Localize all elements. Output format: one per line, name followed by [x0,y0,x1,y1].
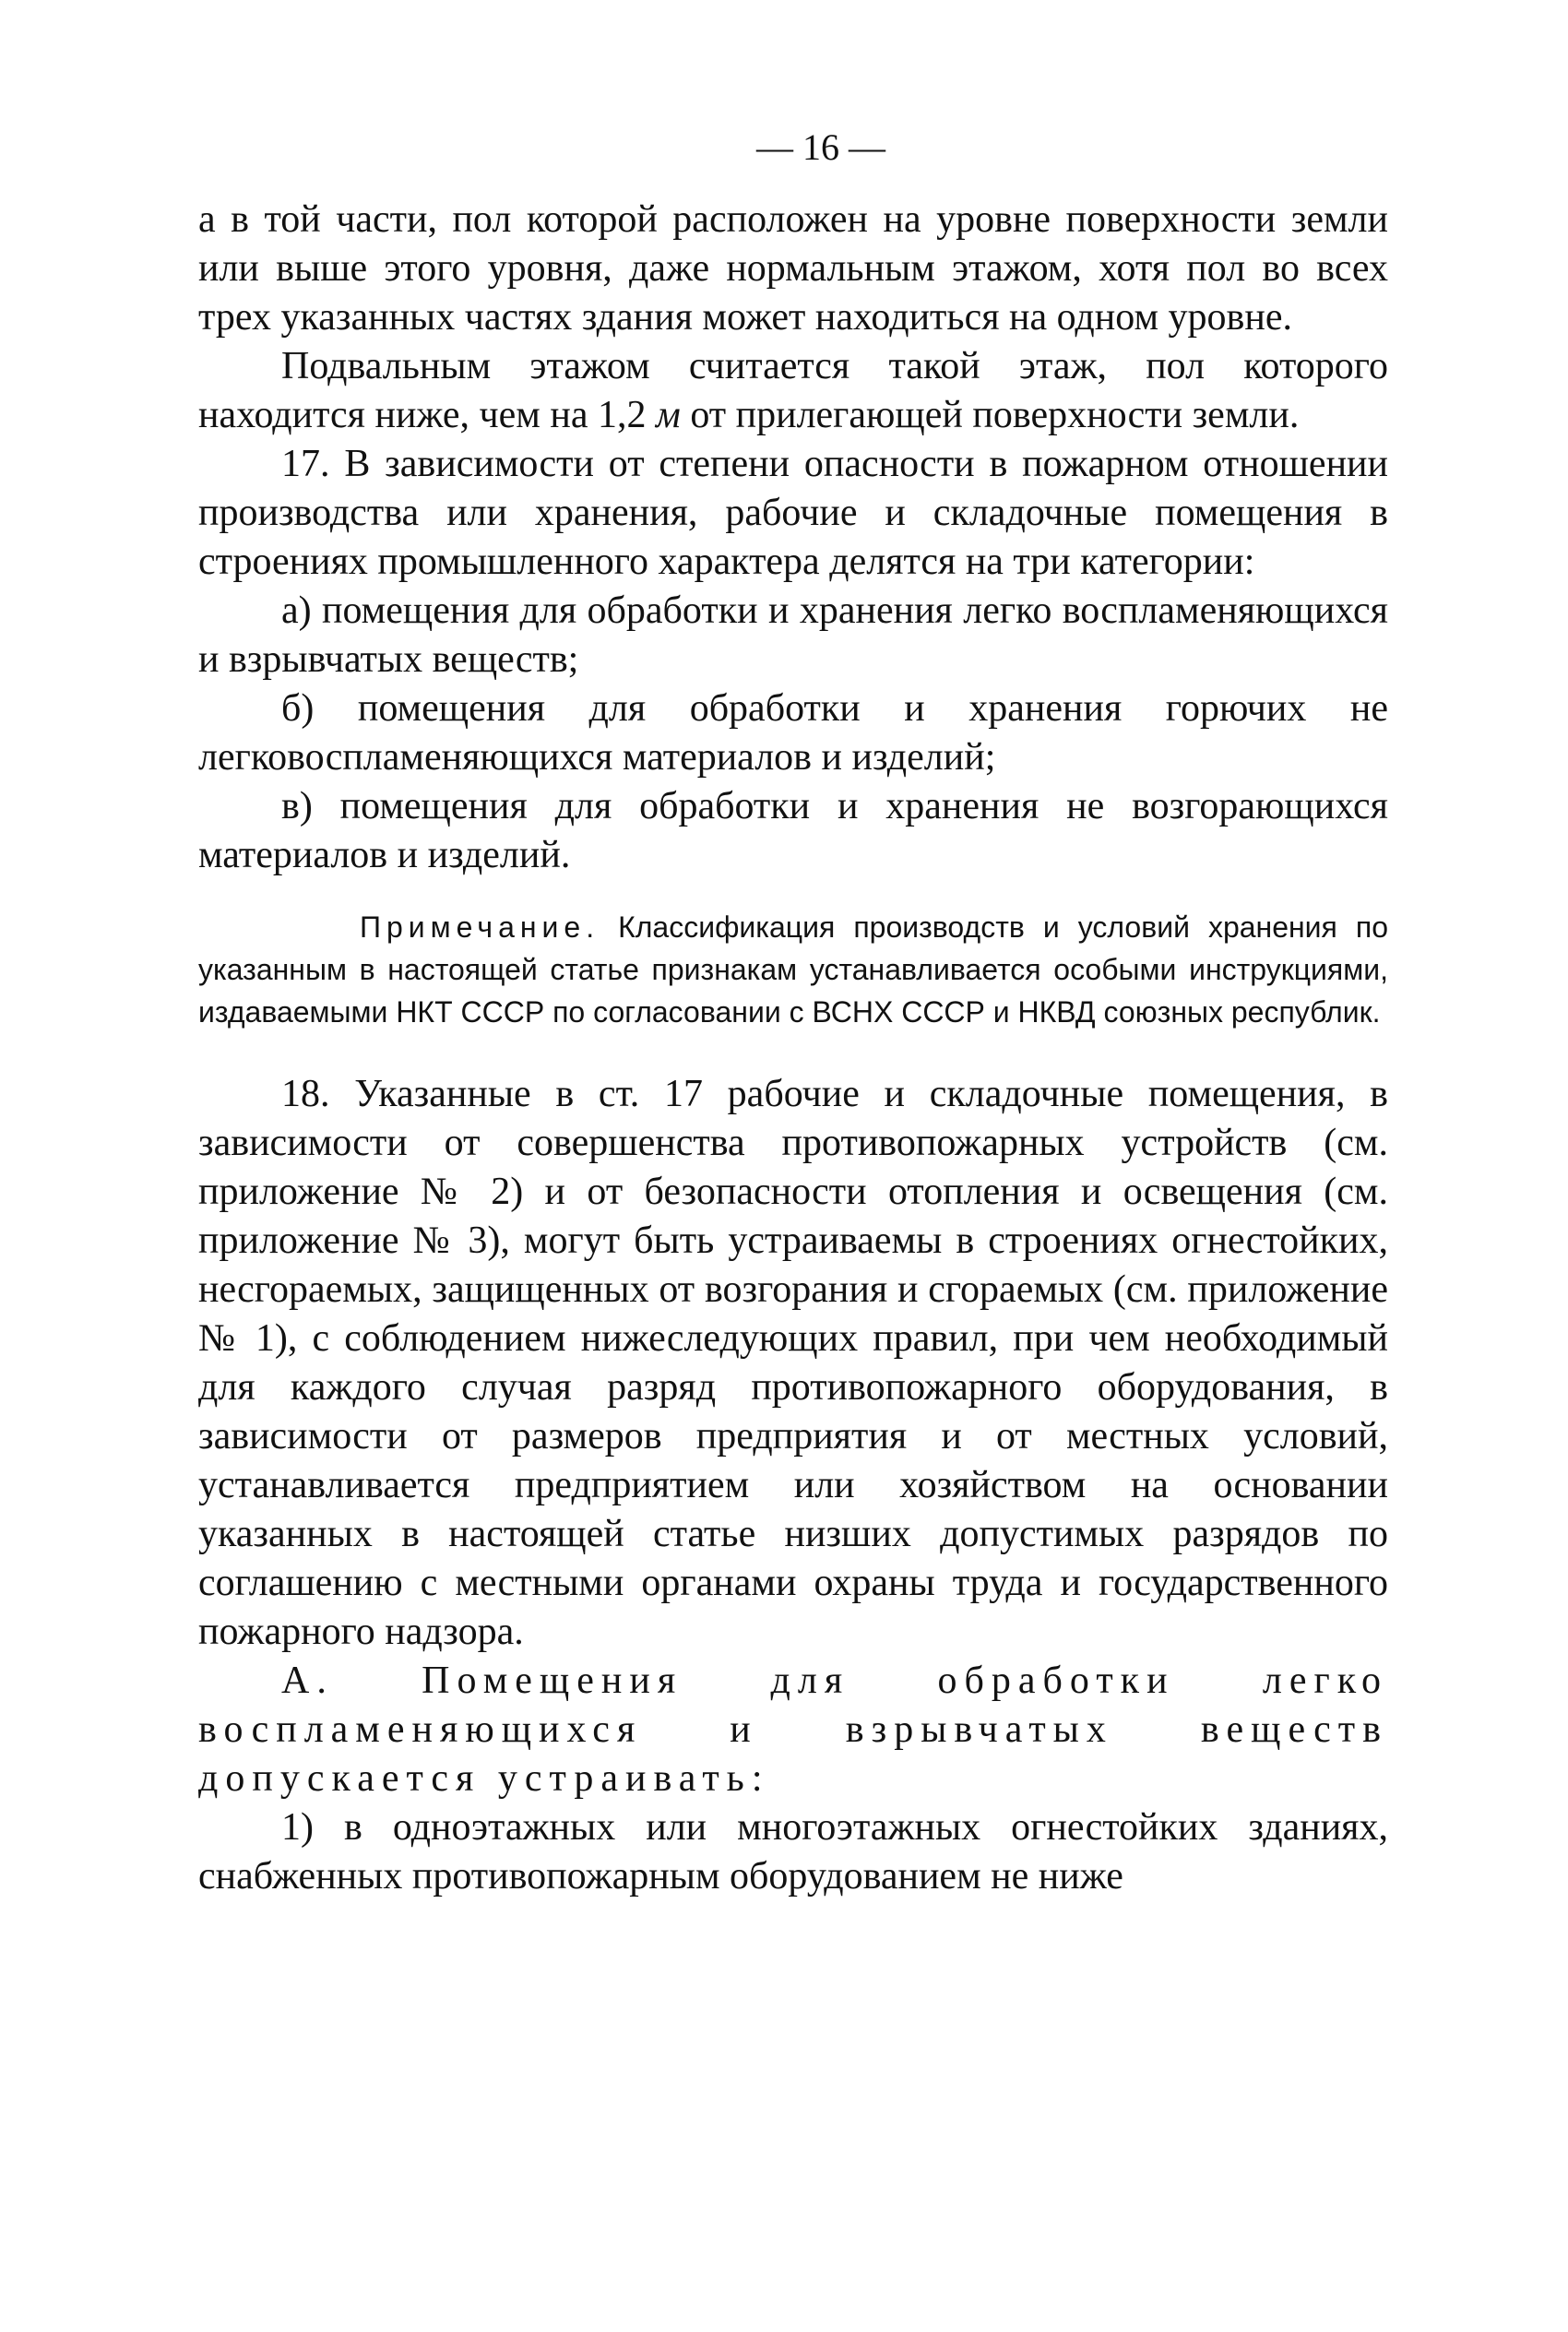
section-a-item-1: 1) в одноэтажных или многоэтажных огнестойких зданиях, снабженных противопожарным оборудованием не ниже [198,1806,1388,1898]
unit-meter: м [656,394,681,436]
category-a: а) помещения для обработки и хранения легко воспламеняющихся и взрывчатых веществ; [198,589,1388,681]
article-18: 18. Указанные в ст. 17 рабочие и складочные помещения, в зависимости от совершенства противопожарных устройств (см. приложение № 2) и от безопасности отопления и освещения (см. приложение № 3), могут быть устраиваемы в строениях огнестойких, несгораемых, защищенных от возгорания и сгораемых (см. приложение № 1), с соблюдением нижеследующих правил, при чем необходимый для каждого случая разряд противопожарного оборудования, в зависимости от размеров предприятия и от местных условий, устанавливается предприятием или хозяйством на основании указанных в настоящей статье низших допустимых разрядов по соглашению с местными органами охраны труда и государственного пожарного надзора. [198,1073,1388,1653]
note-block [198,906,1388,1033]
paragraph-continued: а в той части, пол которой расположен на уровне поверхности земли или выше этого уровня, даже нормальным этажом, хотя пол во всех трех указанных частях здания может находиться на одном уровне. [198,198,1388,339]
page-number: — 16 — [756,126,885,168]
category-b: б) помещения для обработки и хранения горючих не легковоспламеняющихся материалов и изделий; [198,687,1388,779]
document-page [198,120,1388,1901]
section-a-heading: А. Помещения для обработки легко воспламеняющихся и взрывчатых веществ допускается устраивать: [198,1660,1388,1800]
paragraph-basement-definition [198,342,1388,440]
article-17: 17. В зависимости от степени опасности в пожарном отношении производства или хранения, рабочие и складочные помещения в строениях промышленного характера делятся на три категории: [198,443,1388,583]
note-label: Примечание. [360,910,600,944]
category-v: в) помещения для обработки и хранения не возгорающихся материалов и изделий. [198,785,1388,876]
note-text: Классификация производств и условий хранения по указанным в настоящей статье признакам устанавливается особыми инструкциями, издаваемыми НКТ СССР по согласовании с ВСНХ СССР и НКВД союзных республик. [198,910,1388,1029]
basement-text-end: от прилегающей поверхности земли. [680,394,1300,436]
basement-text-start: Подвальным этажом считается такой этаж, пол которого находится ниже, чем на 1,2 [198,345,1388,436]
